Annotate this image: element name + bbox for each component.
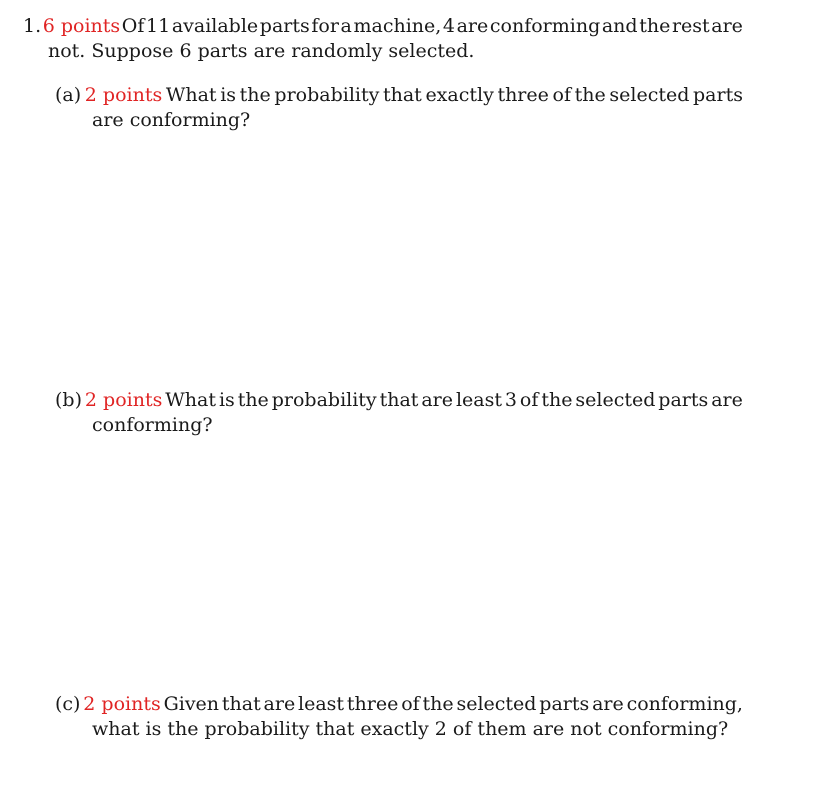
part-c xyxy=(55,692,743,741)
part-c-text-line-2: what is the probability that exactly 2 of them are not conforming? xyxy=(92,717,729,740)
part-a-label: (a) xyxy=(55,84,82,106)
problem-1 xyxy=(23,14,743,63)
part-b-word: are xyxy=(711,389,743,411)
part-b-word: of xyxy=(519,389,539,411)
part-c-word: Given xyxy=(163,693,220,715)
problem-word: for xyxy=(311,15,339,37)
part-b-line-2 xyxy=(55,413,743,438)
part-b-word: probability xyxy=(271,389,377,411)
part-c-label: (c) xyxy=(55,693,81,715)
problem-word: available xyxy=(171,15,259,37)
problem-1-line-1 xyxy=(23,14,743,39)
part-c-word: least xyxy=(298,693,345,715)
part-b-word: the xyxy=(541,389,573,411)
part-b-label: (b) xyxy=(55,389,82,411)
problem-1-line-2 xyxy=(23,39,743,64)
part-a xyxy=(55,83,743,132)
part-c-word: three xyxy=(346,693,399,715)
part-a-points: 2 points xyxy=(84,84,163,106)
problem-word: conforming xyxy=(489,15,601,37)
part-c-word: parts xyxy=(539,693,590,715)
part-a-line-2 xyxy=(55,108,743,133)
problem-text-line-2: not. Suppose 6 parts are randomly selected. xyxy=(48,39,475,62)
part-a-text-line-2: are conforming? xyxy=(92,108,251,131)
problem-points: 6 points xyxy=(42,15,121,37)
part-c-word: of xyxy=(401,693,420,715)
part-b-word: least xyxy=(455,389,502,411)
part-c-line-1 xyxy=(55,692,743,717)
part-a-word: exactly xyxy=(425,84,494,106)
problem-word: rest xyxy=(671,15,710,37)
part-b-line-1 xyxy=(55,388,743,413)
problem-word: 11 xyxy=(146,15,171,37)
part-a-word: that xyxy=(382,84,422,106)
part-a-word: the xyxy=(574,84,606,106)
part-b-word: are xyxy=(421,389,454,411)
problem-word: and xyxy=(601,15,638,37)
problem-word: parts xyxy=(259,15,310,37)
part-c-word: are xyxy=(263,693,296,715)
problem-word: machine, xyxy=(353,15,442,37)
part-b-word: that xyxy=(379,389,419,411)
part-b-word: 3 xyxy=(504,389,517,411)
part-c-word: the xyxy=(422,693,454,715)
part-b-word: is xyxy=(218,389,235,411)
part-a-word: selected xyxy=(609,84,690,106)
problem-word: Of xyxy=(121,15,145,37)
part-b-word: the xyxy=(237,389,269,411)
part-b-text-line-2: conforming? xyxy=(92,413,213,436)
part-b-word: selected xyxy=(575,389,656,411)
part-a-line-1 xyxy=(55,83,743,108)
problem-word: 4 xyxy=(442,15,455,37)
part-c-word: that xyxy=(221,693,261,715)
part-b-points: 2 points xyxy=(84,389,163,411)
problem-word: a xyxy=(340,15,352,37)
problem-number: 1. xyxy=(23,15,42,37)
problem-word: are xyxy=(456,15,489,37)
problem-word: are xyxy=(711,15,743,37)
part-c-word: are xyxy=(592,693,624,715)
problem-word: the xyxy=(639,15,671,37)
part-a-word: three xyxy=(497,84,549,106)
part-a-word: probability xyxy=(274,84,380,106)
part-c-word: conforming, xyxy=(626,693,743,715)
part-c-line-2 xyxy=(55,717,743,742)
part-c-word: selected xyxy=(456,693,537,715)
part-b-word: What xyxy=(165,389,217,411)
part-a-word: the xyxy=(239,84,271,106)
part-b xyxy=(55,388,743,437)
part-a-word: is xyxy=(220,84,237,106)
part-a-word: of xyxy=(552,84,571,106)
part-b-word: parts xyxy=(658,389,709,411)
part-a-word: parts xyxy=(693,84,743,106)
part-a-word: What xyxy=(165,84,217,106)
part-c-points: 2 points xyxy=(83,693,161,715)
